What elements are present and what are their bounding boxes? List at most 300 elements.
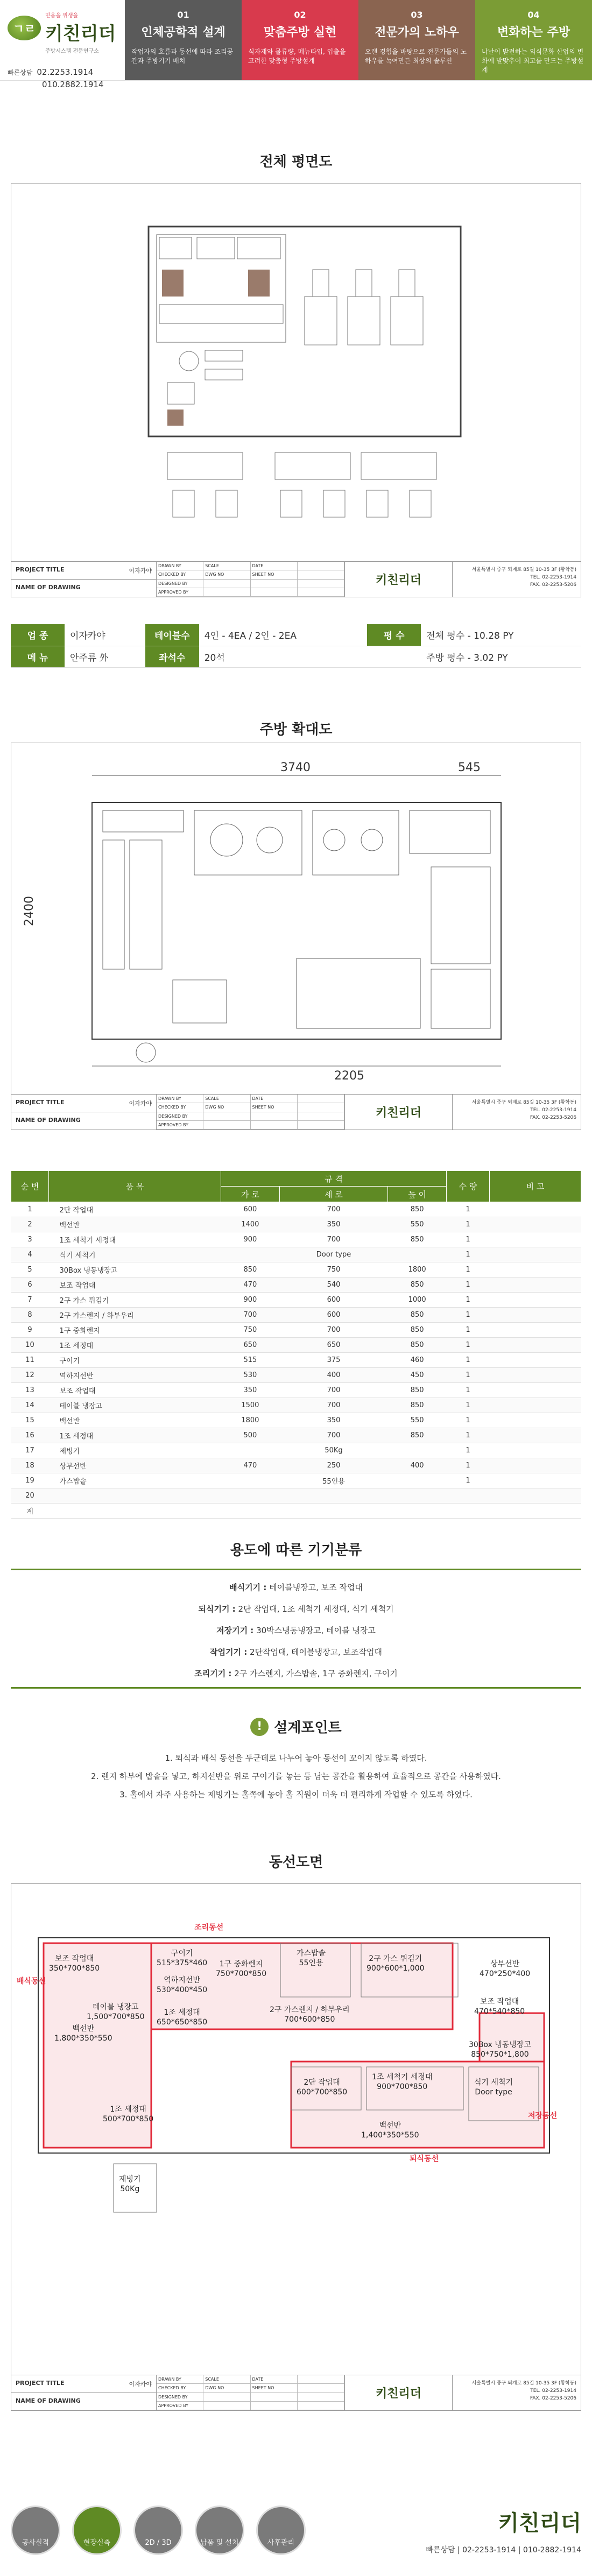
equip-aux-table-2: 보조 작업대 470*540*850 xyxy=(474,1998,525,2016)
cell-no: 1 xyxy=(11,1202,49,1217)
tb-cell: SHEET NO xyxy=(251,570,298,579)
info-label: 메 뉴 xyxy=(11,646,65,667)
table-row xyxy=(11,1383,581,1398)
info-value: 4인 - 4EA / 2인 - 2EA xyxy=(199,624,367,646)
tb-logo: 키친리더 xyxy=(345,562,453,597)
cell-width: 750 xyxy=(221,1323,280,1338)
kitchen-zoom-svg xyxy=(11,743,581,1093)
cell-note xyxy=(490,1353,581,1368)
cell-height: 400 xyxy=(388,1458,447,1473)
phone-2[interactable]: 010.2882.1914 xyxy=(42,80,104,89)
table-row xyxy=(11,1428,581,1443)
tb-project-value: 이자카야 xyxy=(129,567,152,574)
footer-item-portfolio[interactable] xyxy=(11,2506,60,2555)
equip-sink-2: 1조 세정대 500*700*850 xyxy=(103,2105,154,2123)
svg-text:545: 545 xyxy=(458,761,481,774)
step-num: 01 xyxy=(177,10,189,20)
cell-item: 테이블 냉장고 xyxy=(49,1398,221,1413)
table-row xyxy=(11,1202,581,1217)
tb-tel: TEL. 02-2253-1914 xyxy=(530,2388,576,2394)
design-point-header xyxy=(0,1717,592,1737)
usage-item: 저장기기 : 30박스냉동냉장고, 테이블 냉장고 xyxy=(216,1626,376,1635)
cell-note xyxy=(490,1232,581,1247)
cell-height: 550 xyxy=(388,1413,447,1428)
design-point: 2. 렌지 하부에 밥솥을 넣고, 하지선반을 위로 구이기를 놓는 등 남는 공간을 활용하여 효율적으로 공간을 사용하였다. xyxy=(91,1772,501,1781)
tb-cell: CHECKED BY xyxy=(157,570,203,579)
tb-cell: CHECKED BY xyxy=(157,2384,203,2392)
equip-ice-maker: 제빙기 50Kg xyxy=(119,2175,141,2193)
cell-width: 470 xyxy=(221,1458,280,1473)
table-row xyxy=(11,1488,581,1504)
info-value: 전체 평수 - 10.28 PY xyxy=(421,624,581,646)
equip-sink-1: 1조 세정대 650*650*850 xyxy=(157,2008,208,2027)
cell-note xyxy=(490,1293,581,1308)
info-label: 좌석수 xyxy=(145,646,199,667)
equip-upper-shelf: 상부선반 470*250*400 xyxy=(480,1960,531,1978)
cell-no: 13 xyxy=(11,1383,49,1398)
cell-qty: 1 xyxy=(447,1338,490,1353)
tb-cell: DRAWN BY xyxy=(157,2375,203,2384)
cell-width: 1800 xyxy=(221,1413,280,1428)
footer-brand xyxy=(426,2506,581,2555)
cell-item: 백선반 xyxy=(49,1217,221,1232)
cell-item: 식기 세척기 xyxy=(49,1247,221,1262)
cell-height: 850 xyxy=(388,1383,447,1398)
serve-route-label: 배식동선 xyxy=(17,1977,46,1986)
cell-no: 계 xyxy=(11,1504,49,1519)
cell-height: 850 xyxy=(388,1278,447,1293)
tb-address: 서울특별시 중구 퇴계로 85길 10-35 3F (황학동) xyxy=(471,567,576,573)
floor-plan-drawing xyxy=(11,183,581,597)
table-row xyxy=(11,1353,581,1368)
header xyxy=(0,0,592,89)
table-row xyxy=(11,1293,581,1308)
cell-no: 4 xyxy=(11,1247,49,1262)
cell-width: 700 xyxy=(221,1308,280,1323)
col-spec: 규 격 xyxy=(221,1171,447,1187)
step-desc: 오랜 경험을 바탕으로 전문가들의 노하우를 녹여만든 최상의 솔루션 xyxy=(365,48,467,65)
cell-depth xyxy=(279,1488,388,1504)
tb-cell: DATE xyxy=(251,2375,298,2384)
svg-text:2205: 2205 xyxy=(334,1069,364,1083)
tb-address: 서울특별시 중구 퇴계로 85길 10-35 3F (황학동) xyxy=(471,2381,576,2386)
cell-item: 백선반 xyxy=(49,1413,221,1428)
tb-cell: DWG NO xyxy=(203,2384,250,2392)
tb-project-value: 이자카야 xyxy=(129,2381,152,2388)
kitchen-zoom-drawing xyxy=(11,743,581,1130)
cell-width: 650 xyxy=(221,1338,280,1353)
tb-drawing-label: NAME OF DRAWING xyxy=(16,584,81,591)
cell-depth: 50Kg xyxy=(279,1443,388,1458)
tb-address: 서울특별시 중구 퇴계로 85길 10-35 3F (황학동) xyxy=(471,1100,576,1105)
cell-qty: 1 xyxy=(447,1383,490,1398)
table-row xyxy=(11,1338,581,1353)
cell-note xyxy=(490,1278,581,1293)
usage-item: 배식기기 : 테이블냉장고, 보조 작업대 xyxy=(229,1583,363,1592)
cell-item: 30Box 냉동냉장고 xyxy=(49,1262,221,1278)
col-width: 가 로 xyxy=(221,1187,280,1202)
step-1 xyxy=(125,0,242,80)
tb-cell: DRAWN BY xyxy=(157,562,203,570)
cell-no: 11 xyxy=(11,1353,49,1368)
cell-no: 15 xyxy=(11,1413,49,1428)
tb-logo: 키친리더 xyxy=(345,1095,453,1130)
cell-item: 2구 가스 튀김기 xyxy=(49,1293,221,1308)
cell-qty: 1 xyxy=(447,1323,490,1338)
cell-depth: 650 xyxy=(279,1338,388,1353)
cell-height xyxy=(388,1473,447,1488)
tb-fax: FAX. 02-2253-5206 xyxy=(530,582,576,588)
cell-item: 1구 중화렌지 xyxy=(49,1323,221,1338)
cell-depth: 55인용 xyxy=(279,1473,388,1488)
cell-qty: 1 xyxy=(447,1278,490,1293)
cell-no: 12 xyxy=(11,1368,49,1383)
cell-height: 450 xyxy=(388,1368,447,1383)
tb-drawing-label: NAME OF DRAWING xyxy=(16,1117,81,1124)
cell-note xyxy=(490,1368,581,1383)
design-point-list xyxy=(0,1749,592,1804)
cell-depth: 375 xyxy=(279,1353,388,1368)
cell-qty: 1 xyxy=(447,1368,490,1383)
cell-item xyxy=(49,1504,221,1519)
equip-rice: 가스밥솥 55인용 xyxy=(297,1949,326,1967)
cell-qty: 1 xyxy=(447,1443,490,1458)
cell-depth: 700 xyxy=(279,1323,388,1338)
tb-logo: 키친리더 xyxy=(345,2375,453,2410)
cell-item: 가스밥솥 xyxy=(49,1473,221,1488)
cell-no: 20 xyxy=(11,1488,49,1504)
tb-cell: APPROVED BY xyxy=(157,2402,203,2410)
cell-width: 530 xyxy=(221,1368,280,1383)
cell-note xyxy=(490,1398,581,1413)
kitchen-titleblock xyxy=(11,1094,581,1130)
cell-qty: 1 xyxy=(447,1428,490,1443)
tb-cell: SHEET NO xyxy=(251,2384,298,2392)
phone-1[interactable]: 02.2253.1914 xyxy=(37,67,94,77)
tb-cell: DATE xyxy=(251,562,298,570)
cell-height xyxy=(388,1443,447,1458)
store-route-label: 저장동선 xyxy=(528,2112,558,2120)
contact-label: 빠른상담 xyxy=(8,69,33,76)
cell-width: 900 xyxy=(221,1293,280,1308)
equip-rev-shelf: 역하지선반 530*400*450 xyxy=(157,1976,208,1994)
cell-item: 보조 작업대 xyxy=(49,1278,221,1293)
footer xyxy=(0,2485,592,2576)
cell-no: 8 xyxy=(11,1308,49,1323)
cell-depth: 350 xyxy=(279,1413,388,1428)
step-desc: 나날이 발전하는 외식문화 산업의 변화에 발맞추어 최고를 만드는 주방설계 xyxy=(482,48,584,74)
usage-item: 조리기기 : 2구 가스렌지, 가스밥솥, 1구 중화렌지, 구이기 xyxy=(194,1669,398,1678)
cell-qty: 1 xyxy=(447,1247,490,1262)
table-row xyxy=(11,1413,581,1428)
cell-item: 역하지선반 xyxy=(49,1368,221,1383)
footer-item-label: 현장실측 xyxy=(83,2539,111,2547)
equipment-spec-table xyxy=(11,1170,581,1519)
equip-aux-table: 보조 작업대 350*700*850 xyxy=(49,1954,100,1973)
kitchen-zoom-title: 주방 확대도 xyxy=(259,722,333,738)
usage-title: 용도에 따른 기기분류 xyxy=(230,1542,362,1558)
cell-item: 보조 작업대 xyxy=(49,1383,221,1398)
table-row xyxy=(11,1398,581,1413)
cell-qty: 1 xyxy=(447,1232,490,1247)
cell-depth: 400 xyxy=(279,1368,388,1383)
cell-no: 10 xyxy=(11,1338,49,1353)
col-depth: 세 로 xyxy=(279,1187,388,1202)
tb-cell: DWG NO xyxy=(203,570,250,579)
step-title: 전문가의 노하우 xyxy=(375,26,459,39)
cell-qty xyxy=(447,1504,490,1519)
cell-width xyxy=(221,1473,280,1488)
table-row xyxy=(11,1368,581,1383)
usage-list xyxy=(0,1577,592,1684)
cell-item: 상부선반 xyxy=(49,1458,221,1473)
table-row xyxy=(11,1473,581,1488)
tb-project-label: PROJECT TITLE xyxy=(16,1099,65,1106)
footer-logo[interactable]: 키친리더 xyxy=(498,2510,581,2536)
cell-no: 17 xyxy=(11,1443,49,1458)
design-point-title: 설계포인트 xyxy=(274,1720,342,1736)
cell-no: 6 xyxy=(11,1278,49,1293)
col-note: 비 고 xyxy=(490,1171,581,1202)
cell-qty: 1 xyxy=(447,1473,490,1488)
equip-back-shelf: 백선반 1,800*350*550 xyxy=(54,2024,112,2043)
cell-no: 18 xyxy=(11,1458,49,1473)
equip-dishwasher: 식기 세척기 Door type xyxy=(474,2078,513,2097)
cell-qty: 1 xyxy=(447,1202,490,1217)
usage-item: 되식기기 : 2단 작업대, 1조 세척기 세정대, 식기 세척기 xyxy=(198,1604,394,1614)
table-row xyxy=(11,1458,581,1473)
logo-slogan: 믿음을 위생을 xyxy=(45,13,79,19)
footer-item-label: 사후관리 xyxy=(267,2539,295,2547)
equip-back-shelf-2: 백선반 1,400*350*550 xyxy=(361,2121,419,2140)
exclamation-icon: ! xyxy=(250,1718,269,1736)
cell-depth: 700 xyxy=(279,1398,388,1413)
cell-qty: 1 xyxy=(447,1308,490,1323)
table-row xyxy=(11,1247,581,1262)
tb-project-label: PROJECT TITLE xyxy=(16,566,65,573)
equip-grill: 구이기 515*375*460 xyxy=(157,1949,208,1967)
cell-depth xyxy=(279,1504,388,1519)
cell-height: 850 xyxy=(388,1338,447,1353)
cell-no: 14 xyxy=(11,1398,49,1413)
cell-height: 1000 xyxy=(388,1293,447,1308)
step-num: 04 xyxy=(527,10,540,20)
equip-fryer: 2구 가스 튀김기 900*600*1,000 xyxy=(367,1954,425,1973)
logo-icon: ㄱㄹ xyxy=(8,16,41,40)
step-num: 02 xyxy=(294,10,306,20)
cell-height xyxy=(388,1504,447,1519)
cell-depth: 350 xyxy=(279,1217,388,1232)
equip-wash-sink: 1조 세척기 세정대 900*700*850 xyxy=(372,2073,433,2091)
cell-width: 850 xyxy=(221,1262,280,1278)
table-row xyxy=(11,1232,581,1247)
tb-cell: DESIGNED BY xyxy=(157,580,203,588)
tb-cell: APPROVED BY xyxy=(157,1121,203,1130)
cell-note xyxy=(490,1262,581,1278)
footer-item-aftercare[interactable] xyxy=(256,2506,306,2555)
table-row xyxy=(11,1278,581,1293)
cell-height: 850 xyxy=(388,1428,447,1443)
table-row xyxy=(11,1443,581,1458)
table-row xyxy=(11,1308,581,1323)
step-2 xyxy=(242,0,358,80)
cell-item: 2단 작업대 xyxy=(49,1202,221,1217)
cell-width: 515 xyxy=(221,1353,280,1368)
cell-no: 2 xyxy=(11,1217,49,1232)
cell-note xyxy=(490,1217,581,1232)
table-row xyxy=(11,1217,581,1232)
cell-width xyxy=(221,1488,280,1504)
cell-height: 850 xyxy=(388,1398,447,1413)
project-info-table xyxy=(11,624,581,668)
cell-width xyxy=(221,1443,280,1458)
tb-drawing-label: NAME OF DRAWING xyxy=(16,2397,81,2404)
cell-depth: 700 xyxy=(279,1428,388,1443)
tb-cell: DESIGNED BY xyxy=(157,2393,203,2402)
tb-cell: SCALE xyxy=(203,1095,250,1103)
cell-qty: 1 xyxy=(447,1293,490,1308)
cell-no: 5 xyxy=(11,1262,49,1278)
floor-plan-title: 전체 평면도 xyxy=(259,154,333,170)
tb-fax: FAX. 02-2253-5206 xyxy=(530,2396,576,2401)
cell-note xyxy=(490,1338,581,1353)
cell-note xyxy=(490,1428,581,1443)
cell-width: 350 xyxy=(221,1383,280,1398)
tb-cell: DATE xyxy=(251,1095,298,1103)
logo-subtitle: 주방시스템 전문연구소 xyxy=(45,48,99,54)
table-row xyxy=(11,1262,581,1278)
cell-depth: 700 xyxy=(279,1232,388,1247)
cell-item: 제빙기 xyxy=(49,1443,221,1458)
step-title: 변화하는 주방 xyxy=(497,26,570,39)
steps-banner xyxy=(125,0,592,80)
footer-phones: 빠른상담 | 02-2253-1914 | 010-2882-1914 xyxy=(426,2545,581,2554)
cell-depth: 600 xyxy=(279,1293,388,1308)
cell-no: 16 xyxy=(11,1428,49,1443)
cell-item: 1조 세척기 세정대 xyxy=(49,1232,221,1247)
col-qty: 수 량 xyxy=(447,1171,490,1202)
cell-width: 1400 xyxy=(221,1217,280,1232)
cell-height: 850 xyxy=(388,1323,447,1338)
cell-width xyxy=(221,1247,280,1262)
cell-height: 850 xyxy=(388,1308,447,1323)
svg-text:3740: 3740 xyxy=(280,761,311,774)
tb-cell: CHECKED BY xyxy=(157,1103,203,1112)
tb-cell: SCALE xyxy=(203,2375,250,2384)
footer-item-label: 2D / 3D xyxy=(145,2539,172,2547)
cell-width: 600 xyxy=(221,1202,280,1217)
cell-qty: 1 xyxy=(447,1458,490,1473)
cell-note xyxy=(490,1458,581,1473)
equip-work-2: 2단 작업대 600*700*850 xyxy=(297,2078,348,2097)
cell-note xyxy=(490,1323,581,1338)
tb-tel: TEL. 02-2253-1914 xyxy=(530,575,576,580)
col-height: 높 이 xyxy=(388,1187,447,1202)
design-point: 3. 홀에서 자주 사용하는 제빙기는 홀쪽에 놓아 홀 직원이 더욱 더 편리하게 작업할 수 있도록 하였다. xyxy=(119,1790,473,1799)
cell-height: 850 xyxy=(388,1202,447,1217)
cell-note xyxy=(490,1383,581,1398)
cell-height: 460 xyxy=(388,1353,447,1368)
cell-note xyxy=(490,1413,581,1428)
footer-item-measure[interactable] xyxy=(72,2506,122,2555)
step-desc: 식자재와 물류량, 메뉴타입, 입출을 고려한 맞춤형 주방설계 xyxy=(248,48,346,65)
cell-item: 1조 세정대 xyxy=(49,1428,221,1443)
cook-route-label: 조리동선 xyxy=(194,1923,224,1932)
step-num: 03 xyxy=(411,10,423,20)
equip-fridge-30: 30Box 냉동냉장고 850*750*1,800 xyxy=(469,2041,531,2059)
cell-height xyxy=(388,1247,447,1262)
equip-table-fridge: 테이블 냉장고 1,500*700*850 xyxy=(87,2003,145,2021)
cell-width: 900 xyxy=(221,1232,280,1247)
tb-tel: TEL. 02-2253-1914 xyxy=(530,1107,576,1113)
cell-depth: 700 xyxy=(279,1383,388,1398)
table-row xyxy=(11,1323,581,1338)
cell-qty: 1 xyxy=(447,1413,490,1428)
logo[interactable] xyxy=(8,11,117,45)
footer-item-2d3d[interactable] xyxy=(133,2506,183,2555)
cell-width: 500 xyxy=(221,1428,280,1443)
tb-fax: FAX. 02-2253-5206 xyxy=(530,1115,576,1120)
tb-project-value: 이자카야 xyxy=(129,1100,152,1107)
cell-width: 470 xyxy=(221,1278,280,1293)
cell-height: 850 xyxy=(388,1232,447,1247)
cell-no: 19 xyxy=(11,1473,49,1488)
cell-qty: 1 xyxy=(447,1217,490,1232)
tb-cell: DWG NO xyxy=(203,1103,250,1112)
cell-qty: 1 xyxy=(447,1262,490,1278)
cell-depth: 700 xyxy=(279,1202,388,1217)
cell-note xyxy=(490,1308,581,1323)
cell-note xyxy=(490,1247,581,1262)
divider xyxy=(11,1569,581,1570)
tb-cell: DESIGNED BY xyxy=(157,1112,203,1121)
footer-item-install[interactable] xyxy=(195,2506,244,2555)
cell-qty: 1 xyxy=(447,1398,490,1413)
cell-qty xyxy=(447,1488,490,1504)
equip-one-burner: 1구 중화렌지 750*700*850 xyxy=(216,1960,267,1978)
tb-cell: SCALE xyxy=(203,562,250,570)
cell-depth: Door type xyxy=(279,1247,388,1262)
info-value: 안주류 外 xyxy=(65,646,145,667)
cell-no: 9 xyxy=(11,1323,49,1338)
cell-depth: 750 xyxy=(279,1262,388,1278)
floor-plan-titleblock xyxy=(11,561,581,597)
info-label: 평 수 xyxy=(367,624,421,646)
cell-width: 1500 xyxy=(221,1398,280,1413)
footer-item-label: 공사실적 xyxy=(22,2539,50,2547)
cell-depth: 540 xyxy=(279,1278,388,1293)
cell-height: 550 xyxy=(388,1217,447,1232)
cell-item: 1조 세정대 xyxy=(49,1338,221,1353)
flow-drawing xyxy=(11,1883,581,2411)
divider xyxy=(11,1687,581,1689)
cell-note xyxy=(490,1202,581,1217)
brand-block xyxy=(0,0,125,89)
cell-note xyxy=(490,1504,581,1519)
cell-item: 2구 가스렌지 / 하부우리 xyxy=(49,1308,221,1323)
tb-cell: DRAWN BY xyxy=(157,1095,203,1103)
flow-titleblock xyxy=(11,2375,581,2410)
cell-height: 1800 xyxy=(388,1262,447,1278)
svg-text:2400: 2400 xyxy=(23,896,36,926)
cell-height xyxy=(388,1488,447,1504)
cell-no: 3 xyxy=(11,1232,49,1247)
col-item: 품 목 xyxy=(49,1171,221,1202)
logo-text: 키친리더 xyxy=(45,23,116,45)
tb-project-label: PROJECT TITLE xyxy=(16,2380,65,2387)
cell-depth: 250 xyxy=(279,1458,388,1473)
info-value: 주방 평수 - 3.02 PY xyxy=(421,646,581,667)
